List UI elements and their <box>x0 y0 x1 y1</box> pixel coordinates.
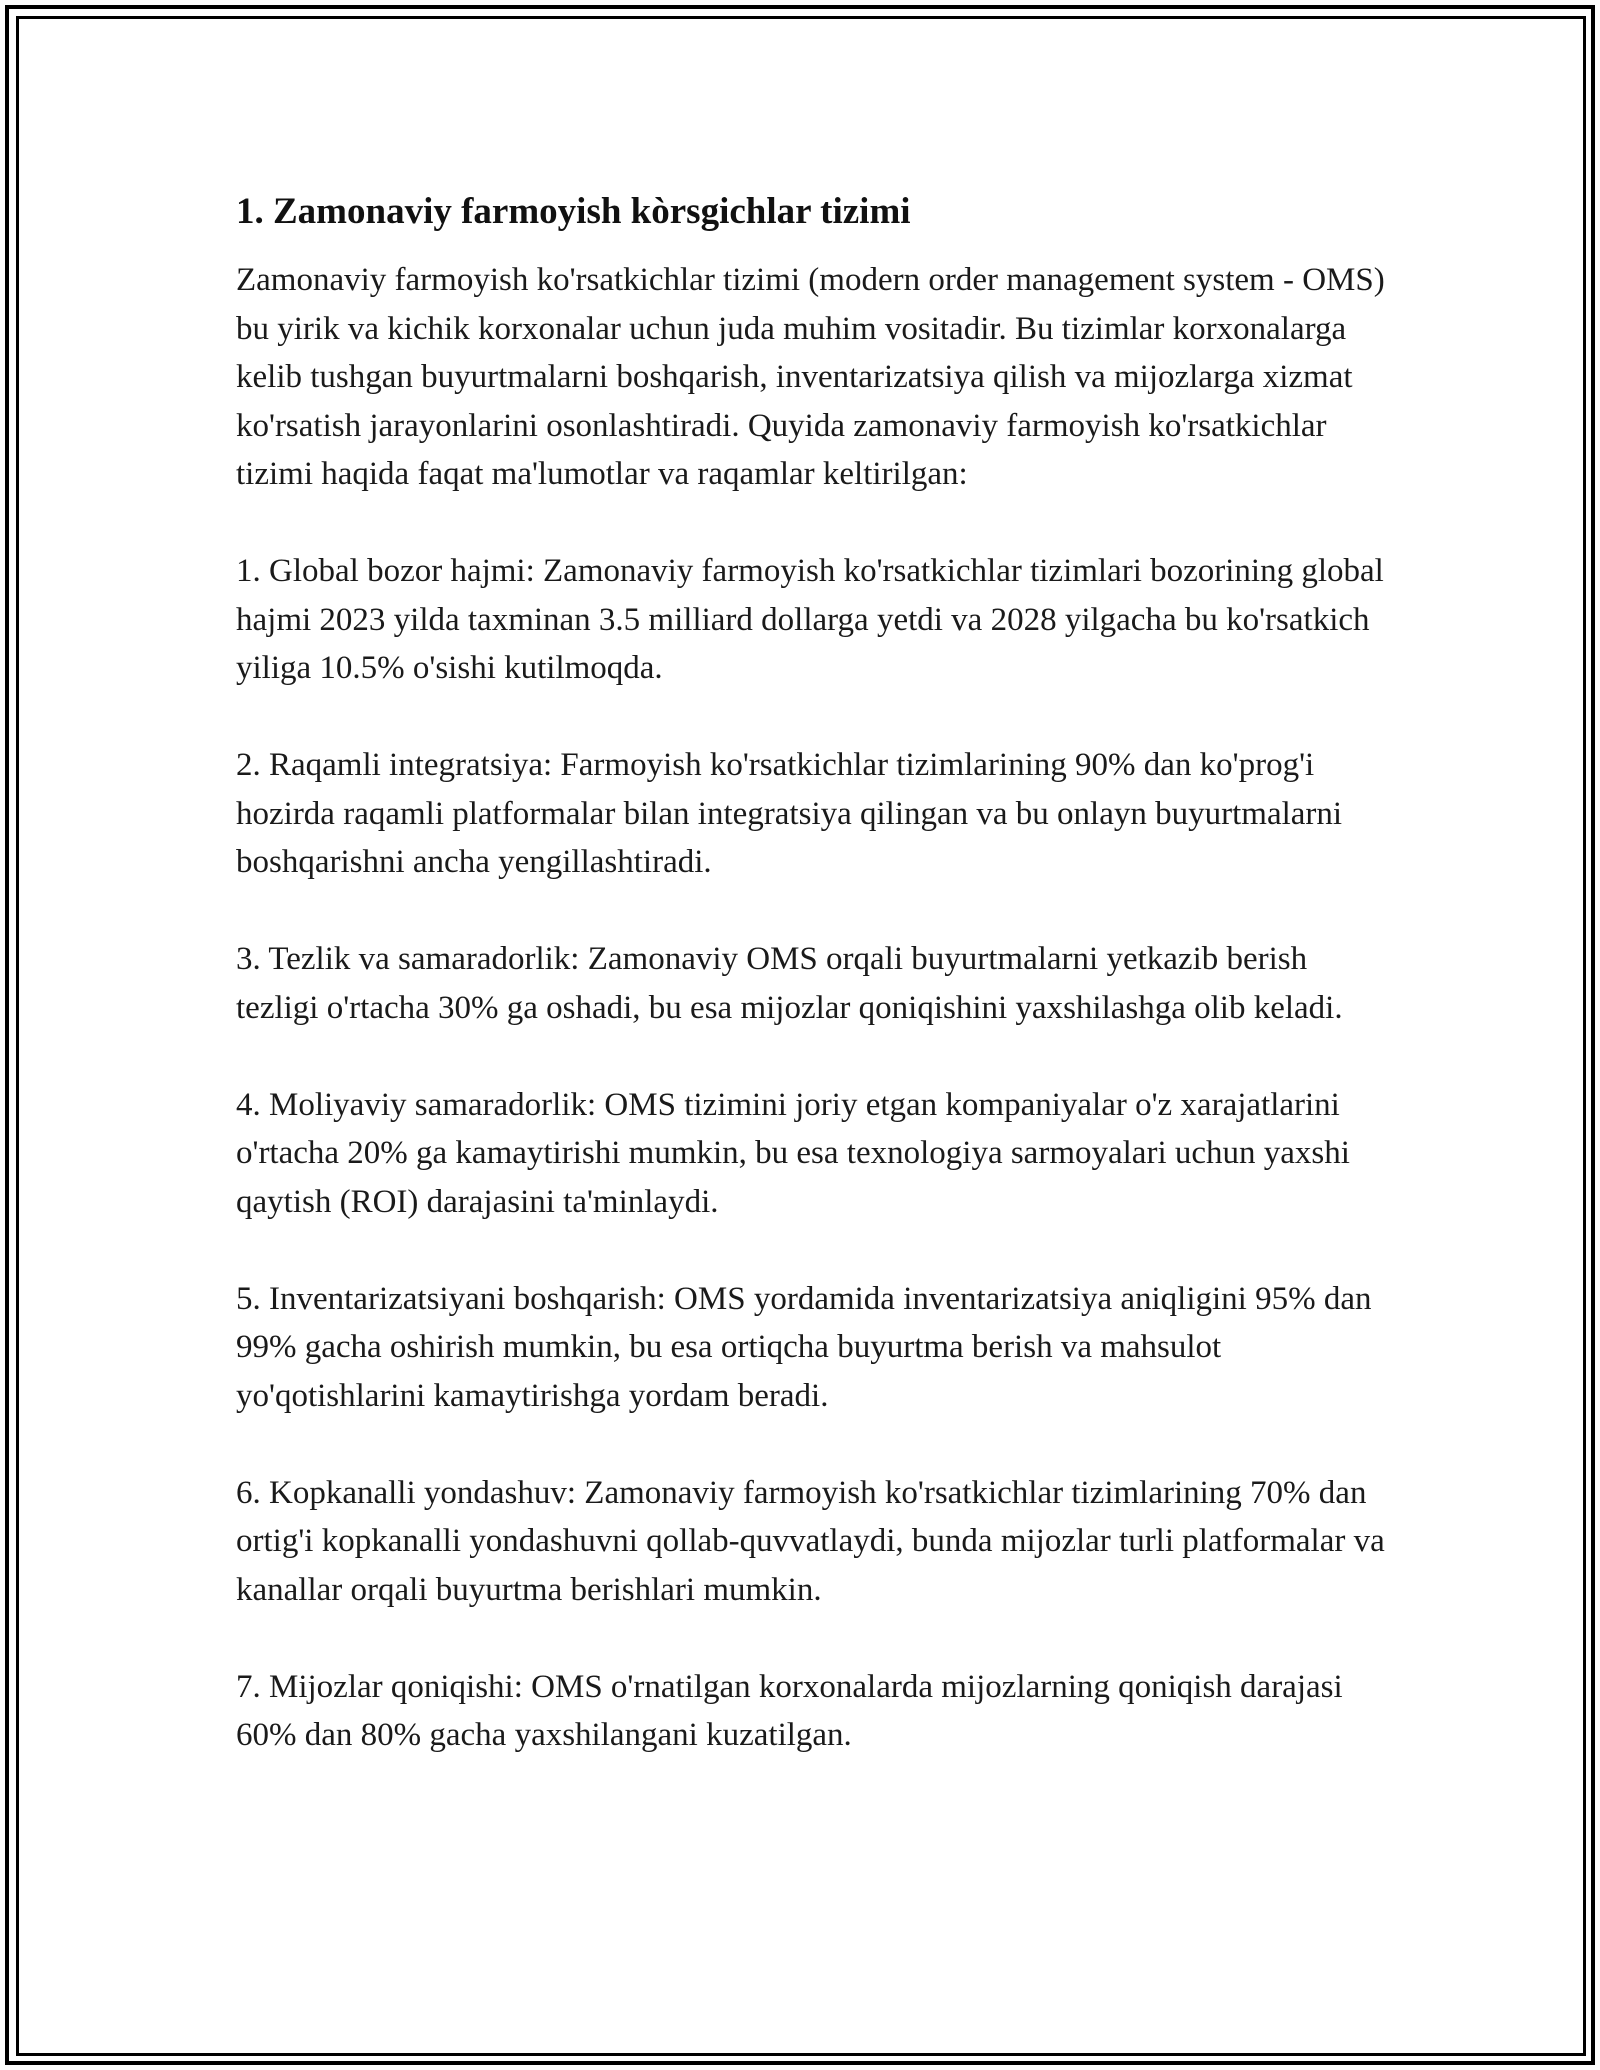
intro-paragraph: Zamonaviy farmoyish ko'rsatkichlar tizimi (modern order management system - OMS) bu yirik va kichik korxonalar uchun juda muhim vositadir. Bu tizimlar korxonalarga kelib tushgan buyurtmalarni boshqarish, inventarizatsiya qilish va mijozlarga xizmat ko'rsatish jarayonlarini osonlashtiradi. Quyida zamonaviy farmoyish ko'rsatkichlar tizimi haqida faqat ma'lumotlar va raqamlar keltirilgan: <box>236 262 1385 492</box>
list-item-customer-satisfaction: 7. Mijozlar qoniqishi: OMS o'rnatilgan korxonalarda mijozlarning qoniqish darajasi 60% dan 80% gacha yaxshilangani kuzatilgan. <box>236 1668 1343 1753</box>
document-page <box>236 188 1386 1808</box>
document-title: 1. Zamonaviy farmoyish kòrsgichlar tizimi <box>236 191 911 232</box>
list-item-financial-efficiency: 4. Moliyaviy samaradorlik: OMS tizimini joriy etgan kompaniyalar o'z xarajatlarini o'rtacha 20% ga kamaytirishi mumkin, bu esa texnologiya sarmoyalari uchun yaxshi qaytish (ROI) darajasini ta'minlaydi. <box>236 1086 1350 1220</box>
list-item-speed-efficiency: 3. Tezlik va samaradorlik: Zamonaviy OMS orqali buyurtmalarni yetkazib berish tezligi o'rtacha 30% ga oshadi, bu esa mijozlar qoniqishini yaxshilashga olib keladi. <box>236 941 1343 1026</box>
list-item-digital-integration: 2. Raqamli integratsiya: Farmoyish ko'rsatkichlar tizimlarining 90% dan ko'prog'i hozirda raqamli platformalar bilan integratsiya qilingan va bu onlayn buyurtmalarni boshqarishni ancha yengillashtiradi. <box>236 747 1343 880</box>
list-item-omnichannel: 6. Kopkanalli yondashuv: Zamonaviy farmoyish ko'rsatkichlar tizimlarining 70% dan ortig'i kopkanalli yondashuvni qollab-quvvatlaydi, bunda mijozlar turli platformalar va kanallar orqali buyurtma berishlari mumkin. <box>236 1474 1385 1608</box>
list-item-global-market: 1. Global bozor hajmi: Zamonaviy farmoyish ko'rsatkichlar tizimlari bozorining global hajmi 2023 yilda taxminan 3.5 milliard dollarga yetdi va 2028 yilgacha bu ko'rsatkich yiliga 10.5% o'sishi kutilmoqda. <box>236 553 1384 686</box>
list-item-inventory-management: 5. Inventarizatsiyani boshqarish: OMS yordamida inventarizatsiya aniqligini 95% dan 99% gacha oshirish mumkin, bu esa ortiqcha buyurtma berish va mahsulot yo'qotishlarini kamaytirishga yordam beradi. <box>236 1280 1372 1414</box>
